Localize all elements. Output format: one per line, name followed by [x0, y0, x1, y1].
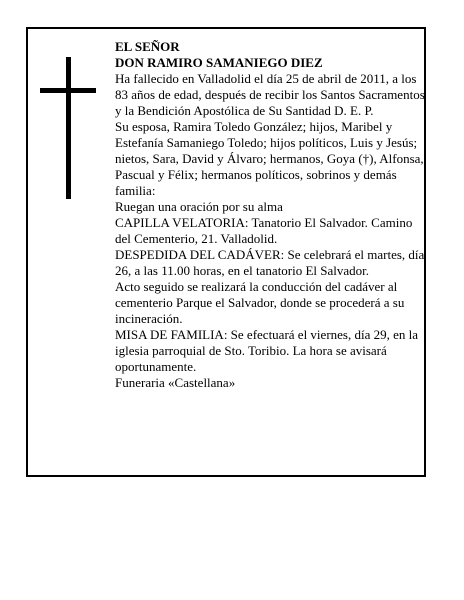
- cross-horizontal-bar: [40, 88, 96, 93]
- notice-text: [115, 39, 425, 391]
- prayer-request: Ruegan una oración por su alma: [115, 199, 283, 214]
- obituary-notice: [26, 27, 426, 477]
- funeral-home: Funeraria «Castellana»: [115, 375, 236, 390]
- death-announcement: Ha fallecido en Valladolid el día 25 de abril de 2011, a los 83 años de edad, después de recibir los Santos Sacramentos y la Bendición Apostólica de Su Santidad D. E. P.: [115, 71, 425, 118]
- heading-title: EL SEÑOR: [115, 39, 180, 54]
- cross-vertical-bar: [66, 57, 71, 199]
- cremation-info: Acto seguido se realizará la conducción del cadáver al cementerio Parque el Salvador, donde se procederá a su incineración.: [115, 279, 405, 326]
- family-list: Su esposa, Ramira Toledo González; hijos, Maribel y Estefanía Samaniego Toledo; hijos políticos, Luis y Jesús; nietos, Sara, David y Álvaro; hermanos, Goya (†), Alfonsa, Pascual y Félix; hermanos políticos, sobrinos y demás familia:: [115, 119, 424, 198]
- cross-icon: [40, 57, 96, 199]
- farewell-info: DESPEDIDA DEL CADÁVER: Se celebrará el martes, día 26, a las 11.00 horas, en el tanatorio El Salvador.: [115, 247, 425, 278]
- deceased-name: DON RAMIRO SAMANIEGO DIEZ: [115, 55, 323, 70]
- chapel-info: CAPILLA VELATORIA: Tanatorio El Salvador. Camino del Cementerio, 21. Valladolid.: [115, 215, 413, 246]
- family-mass-info: MISA DE FAMILIA: Se efectuará el viernes, día 29, en la iglesia parroquial de Sto. Toribio. La hora se avisará oportunamente.: [115, 327, 419, 374]
